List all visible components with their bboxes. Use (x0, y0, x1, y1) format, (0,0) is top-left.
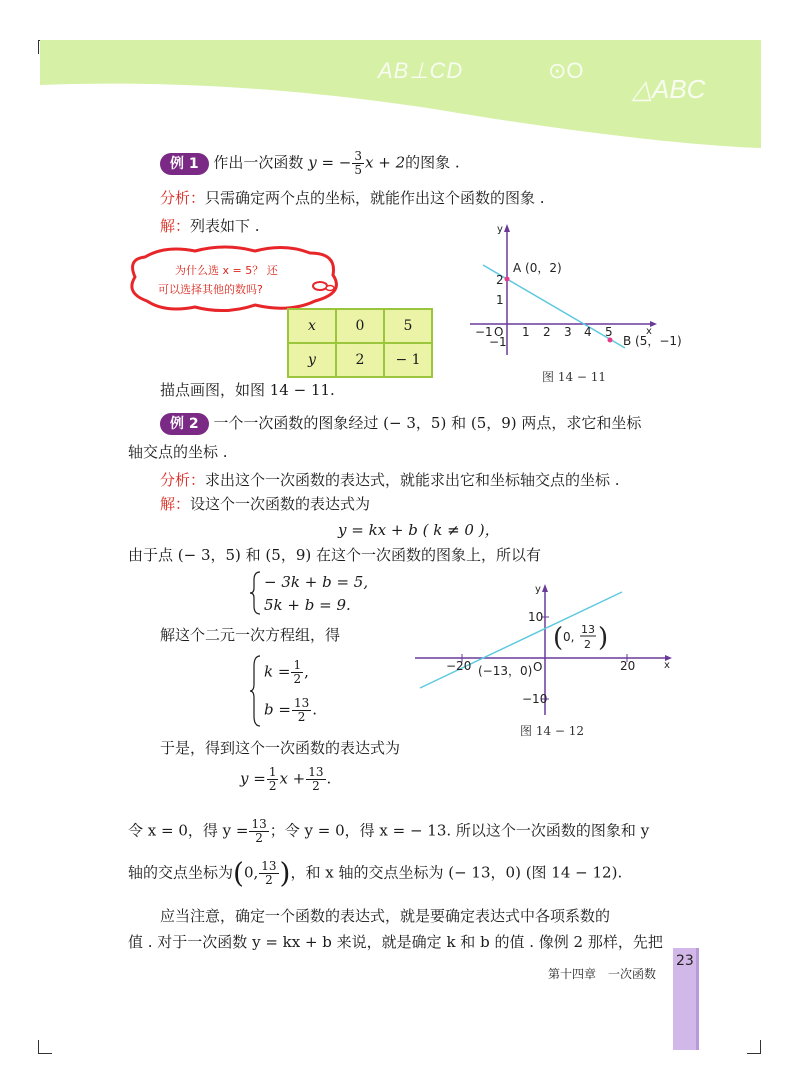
y-tick-label: −1 (489, 335, 507, 349)
result-f1-num: 1 (268, 765, 277, 779)
x-tick-label: 1 (522, 325, 530, 339)
system-brace-1 (250, 570, 262, 616)
figure2-caption: 图 14 − 12 (520, 724, 585, 738)
k-tail: , (304, 662, 309, 681)
example1-eq-tail: x + 2 (365, 153, 406, 172)
example2-prompt-1: 一个一次函数的图象经过 (− 3，5) 和 (5，9) 两点，求它和坐标 (213, 414, 642, 432)
crop-mark (747, 1053, 761, 1054)
x-tick-label: −20 (446, 659, 472, 673)
example2-badge: 例 2 (160, 413, 209, 435)
let-den: 2 (249, 831, 268, 845)
y-tick-label: 1 (496, 293, 504, 307)
example2-prompt-line1 (160, 413, 641, 435)
crop-mark (760, 1040, 761, 1054)
figure-14-12 (410, 580, 680, 720)
example1-frac-den: 5 (354, 163, 363, 177)
k-num: 1 (293, 658, 302, 672)
axis-label-y: y (535, 584, 541, 595)
y-axis-arrow-icon (504, 224, 510, 232)
intersect-zero: 0, (243, 863, 259, 882)
axis-label-y: y (497, 224, 503, 235)
result-mid: x + (279, 769, 306, 788)
example2-substitute-text: 由于点 (− 3，5) 和 (5，9) 在这个一次函数的图象上，所以有 (128, 546, 541, 564)
example2-result (240, 766, 331, 793)
x-tick-label: 5 (605, 325, 613, 339)
crop-mark (38, 40, 39, 54)
x-tick-label: 4 (584, 325, 592, 339)
example2-solution (160, 494, 370, 514)
b-fraction (292, 697, 311, 724)
example2-result-intro: 于是，得到这个一次函数的表达式为 (160, 739, 401, 757)
example1-prompt: 作出一次函数 (213, 153, 304, 172)
example1-analysis-text: 只需确定两个点的坐标，就能作出这个函数的图象 . (205, 189, 545, 207)
x-intercept-label: (−13，0) (478, 664, 533, 678)
system1-line1: − 3k + b = 5, (264, 573, 369, 591)
table-cell: x (288, 309, 336, 343)
b-den: 2 (292, 710, 311, 724)
origin-label: O (533, 660, 543, 674)
result-f1-den: 2 (268, 779, 277, 793)
example1-eq-suffix: 的图象 . (405, 153, 460, 172)
y-intercept-close-paren: ) (598, 623, 609, 653)
example2-analysis-label: 分析： (160, 471, 206, 489)
bubble-text-1: 为什么选 x = 5？ 还 (175, 264, 278, 277)
k-den: 2 (293, 672, 302, 686)
header-formula-circle: ⊙O (548, 58, 584, 83)
b-tail: . (312, 700, 318, 719)
k-solution (264, 659, 309, 686)
b-label: b = (264, 700, 291, 719)
crop-mark (38, 1040, 39, 1054)
intersect-den: 2 (259, 873, 278, 887)
example1-solution-text: 列表如下 . (190, 217, 260, 235)
example2-solution-label: 解： (160, 495, 191, 513)
table-cell: 0 (336, 309, 384, 343)
x-tick-label: 3 (564, 325, 572, 339)
bubble-text-2: 可以选择其他的数吗? (158, 283, 263, 296)
k-fraction (291, 659, 303, 686)
page-tab-edge (696, 948, 699, 1050)
example1-solution-label: 解： (160, 217, 191, 235)
result-fraction-2 (306, 766, 325, 793)
y-tick-label: 2 (496, 273, 504, 287)
value-table (287, 308, 433, 378)
table-cell: y (288, 343, 336, 377)
result-fraction-1 (267, 766, 279, 793)
result-tail: . (326, 769, 332, 788)
intersect-text-a: 轴的交点坐标为 (128, 863, 234, 882)
system-brace-2 (250, 654, 262, 728)
example1-badge: 例 1 (160, 153, 209, 175)
example1-solution (160, 216, 260, 236)
x-tick-label: 20 (620, 659, 636, 673)
k-label: k = (264, 662, 291, 681)
thought-bubble (125, 245, 355, 315)
page-number: 23 (676, 953, 694, 969)
example2-solve-text: 解这个二元一次方程组，得 (160, 626, 341, 644)
example1-frac-num: 3 (354, 149, 363, 163)
table-cell: 2 (336, 343, 384, 377)
system1-line2: 5k + b = 9. (264, 596, 351, 614)
intersect-num: 13 (261, 859, 277, 873)
intersect-text-b: ，和 x 轴的交点坐标为 (− 13，0) (图 14 − 12). (290, 863, 623, 882)
b-num: 13 (293, 696, 310, 710)
origin-label: O (494, 325, 504, 339)
result-f2-den: 2 (306, 779, 325, 793)
example1-eq-y: y (308, 153, 317, 172)
table-row (288, 343, 432, 377)
table-cell: 5 (384, 309, 432, 343)
let-text-b: ；令 y = 0，得 x = − 13. 所以这个一次函数的图象和 y (269, 821, 650, 840)
b-solution (264, 697, 317, 724)
y-intercept-den: 2 (584, 638, 591, 651)
y-tick-label: −10 (522, 692, 548, 706)
axis-label-x: x (664, 660, 670, 671)
closing-line1: 应当注意，确定一个函数的表达式，就是要确定表达式中各项系数的 (160, 907, 611, 925)
header-formula-triangle: △ABC (632, 74, 706, 104)
example2-let-line (128, 818, 649, 845)
example2-analysis-text: 求出这个一次函数的表达式，就能求出它和坐标轴交点的坐标 . (205, 471, 620, 489)
example1-plot-text: 描点画图，如图 14 − 11. (160, 381, 335, 399)
axis-label-x: x (646, 326, 652, 337)
crop-mark (38, 1053, 52, 1054)
example1-analysis-label: 分析： (160, 189, 206, 207)
figure-14-11 (465, 220, 682, 360)
closing-line2: 值 . 对于一次函数 y = kx + b 来说，就是确定 k 和 b 的值 . 像例 2 那样，先把 (128, 933, 663, 951)
y-intercept-num: 13 (581, 623, 595, 636)
intersect-fraction (259, 860, 278, 887)
point-a-label: A (0，2) (513, 261, 562, 275)
example1-prompt-line (160, 150, 460, 177)
example1-analysis (160, 188, 545, 208)
point-a (505, 277, 510, 282)
y-intercept-open-paren: ( (553, 623, 564, 653)
figure1-caption: 图 14 − 11 (542, 370, 607, 384)
example1-eq-mid: = − (316, 153, 352, 172)
header-formula-perpendicular: AB⊥CD (378, 58, 464, 83)
table-cell: − 1 (384, 343, 432, 377)
point-b-label: B (5，−1) (623, 334, 682, 348)
x-tick-label: 2 (543, 325, 551, 339)
chapter-footer: 第十四章 一次函数 (548, 967, 657, 981)
example1-fraction (352, 150, 364, 177)
let-text-a: 令 x = 0，得 y = (128, 821, 249, 840)
let-fraction (249, 818, 268, 845)
x-tick-label: −1 (475, 325, 493, 339)
y-tick-label: 10 (528, 610, 544, 624)
example2-analysis (160, 470, 620, 490)
example2-solution-text: 设这个一次函数的表达式为 (190, 495, 371, 513)
example2-general-form: y = kx + b ( k ≠ 0 )， (338, 521, 500, 539)
table-row (288, 309, 432, 343)
example2-intersect-line: 轴的交点坐标为(0, $\frac{13}{2}$ )，和 x 轴的交点坐标为 (− 13，0) (图 14 − 12). (128, 856, 623, 890)
example2-prompt-line2: 轴交点的坐标 . (128, 443, 228, 461)
y-intercept-zero: 0, (563, 630, 575, 644)
result-lhs: y = (240, 769, 266, 788)
result-f2-num: 13 (308, 765, 324, 779)
y-axis-arrow-icon (542, 584, 548, 592)
let-num: 13 (251, 817, 267, 831)
